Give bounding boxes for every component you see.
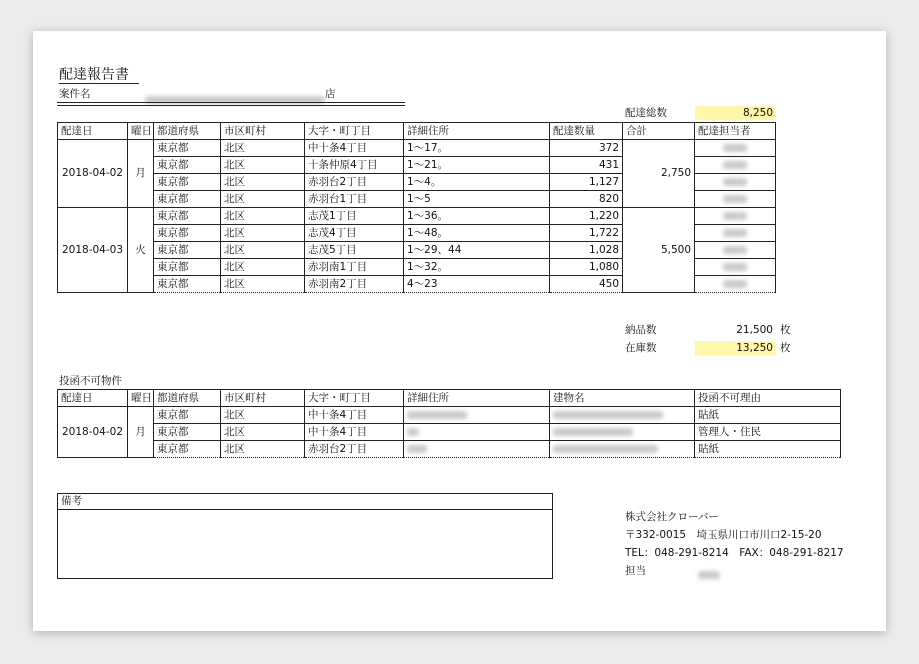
delivery-col-header: 配達数量 (550, 123, 623, 140)
building-name-cell (550, 424, 695, 441)
town-cell: 志茂1丁目 (305, 208, 404, 225)
detail-address-cell (404, 407, 550, 424)
undeliverable-col-header: 曜日 (128, 390, 154, 407)
city-cell: 北区 (221, 208, 305, 225)
town-cell: 赤羽南1丁目 (305, 259, 404, 276)
table-row (58, 140, 776, 157)
title-underline (59, 83, 139, 84)
remarks-box[interactable] (57, 493, 553, 579)
detail-address-cell: 1～21。 (404, 157, 550, 174)
prefecture-cell: 東京都 (154, 242, 221, 259)
delivery-col-header: 配達担当者 (695, 123, 776, 140)
prefecture-cell: 東京都 (154, 259, 221, 276)
prefecture-cell: 東京都 (154, 276, 221, 293)
redacted-text (407, 445, 427, 453)
town-cell: 志茂5丁目 (305, 242, 404, 259)
redacted-text (723, 144, 747, 152)
courier-cell (695, 191, 776, 208)
courier-cell (695, 140, 776, 157)
delivery-table (57, 122, 776, 293)
quantity-cell: 820 (550, 191, 623, 208)
detail-address-cell: 1～48。 (404, 225, 550, 242)
town-cell: 十条仲原4丁目 (305, 157, 404, 174)
group-total: 2,750 (623, 140, 695, 208)
prefecture-cell: 東京都 (154, 225, 221, 242)
undeliverable-col-header: 大字・町丁目 (305, 390, 404, 407)
redacted-text (723, 161, 747, 169)
delivery-weekday: 火 (128, 208, 154, 293)
quantity-cell: 1,127 (550, 174, 623, 191)
company-rep-label: 担当 (625, 565, 646, 577)
delivered-unit: 枚 (780, 324, 791, 336)
project-suffix: 店 (325, 88, 336, 100)
redacted-text (723, 178, 747, 186)
delivery-col-header: 大字・町丁目 (305, 123, 404, 140)
town-cell: 赤羽南2丁目 (305, 276, 404, 293)
redacted-text (407, 411, 467, 419)
town-cell: 赤羽台2丁目 (305, 441, 404, 458)
report-title: 配達報告書 (59, 67, 129, 83)
courier-cell (695, 225, 776, 242)
city-cell: 北区 (221, 174, 305, 191)
city-cell: 北区 (221, 242, 305, 259)
report-sheet (33, 31, 886, 631)
courier-cell (695, 174, 776, 191)
quantity-cell: 1,080 (550, 259, 623, 276)
company-address: 〒332-0015 埼玉県川口市川口2-15-20 (625, 529, 822, 541)
prefecture-cell: 東京都 (154, 157, 221, 174)
delivery-date: 2018-04-03 (58, 208, 128, 293)
quantity-cell: 431 (550, 157, 623, 174)
undeliverable-header-row (58, 390, 841, 407)
undeliverable-date: 2018-04-02 (58, 407, 128, 458)
redacted-text (723, 229, 747, 237)
prefecture-cell: 東京都 (154, 424, 221, 441)
company-name: 株式会社クローバー (625, 511, 719, 523)
delivery-col-header: 都道府県 (154, 123, 221, 140)
detail-address-cell (404, 424, 550, 441)
quantity-cell: 1,722 (550, 225, 623, 242)
detail-address-cell: 1～29、44 (404, 242, 550, 259)
city-cell: 北区 (221, 191, 305, 208)
delivery-col-header: 配達日 (58, 123, 128, 140)
stock-value: 13,250 (695, 341, 775, 355)
table-row (58, 441, 841, 458)
redacted-text (723, 212, 747, 220)
total-label: 配達総数 (625, 107, 667, 119)
prefecture-cell: 東京都 (154, 140, 221, 157)
table-row (58, 407, 841, 424)
redacted-text (723, 246, 747, 254)
detail-address-cell: 1～17。 (404, 140, 550, 157)
building-name-cell (550, 407, 695, 424)
delivery-date: 2018-04-02 (58, 140, 128, 208)
project-label: 案件名 (59, 88, 91, 100)
delivery-header-row (58, 123, 776, 140)
redacted-text (553, 445, 658, 453)
prefecture-cell: 東京都 (154, 174, 221, 191)
prefecture-cell: 東京都 (154, 191, 221, 208)
city-cell: 北区 (221, 259, 305, 276)
quantity-cell: 450 (550, 276, 623, 293)
project-underline-1 (57, 102, 405, 103)
town-cell: 中十条4丁目 (305, 424, 404, 441)
quantity-cell: 1,028 (550, 242, 623, 259)
stock-unit: 枚 (780, 342, 791, 354)
reason-cell: 貼紙 (695, 441, 841, 458)
detail-address-cell: 1～32。 (404, 259, 550, 276)
town-cell: 赤羽台1丁目 (305, 191, 404, 208)
undeliverable-col-header: 配達日 (58, 390, 128, 407)
delivery-col-header: 合計 (623, 123, 695, 140)
city-cell: 北区 (221, 225, 305, 242)
town-cell: 中十条4丁目 (305, 407, 404, 424)
company-rep-redacted (698, 564, 720, 583)
city-cell: 北区 (221, 424, 305, 441)
prefecture-cell: 東京都 (154, 407, 221, 424)
undeliverable-col-header: 建物名 (550, 390, 695, 407)
detail-address-cell: 1～4。 (404, 174, 550, 191)
undeliverable-title: 投函不可物件 (59, 375, 122, 387)
undeliverable-weekday: 月 (128, 407, 154, 458)
redacted-text (407, 428, 419, 436)
reason-cell: 貼紙 (695, 407, 841, 424)
quantity-cell: 372 (550, 140, 623, 157)
prefecture-cell: 東京都 (154, 441, 221, 458)
detail-address-cell (404, 441, 550, 458)
town-cell: 赤羽台2丁目 (305, 174, 404, 191)
redacted-text (723, 195, 747, 203)
city-cell: 北区 (221, 407, 305, 424)
delivery-col-header: 曜日 (128, 123, 154, 140)
delivery-col-header: 市区町村 (221, 123, 305, 140)
delivery-col-header: 詳細住所 (404, 123, 550, 140)
city-cell: 北区 (221, 157, 305, 174)
table-row (58, 208, 776, 225)
total-value: 8,250 (695, 106, 775, 120)
stock-label: 在庫数 (625, 342, 657, 354)
courier-cell (695, 242, 776, 259)
undeliverable-col-header: 投函不可理由 (695, 390, 841, 407)
remarks-label: 備考 (58, 494, 552, 510)
town-cell: 志茂4丁目 (305, 225, 404, 242)
prefecture-cell: 東京都 (154, 208, 221, 225)
courier-cell (695, 157, 776, 174)
undeliverable-col-header: 市区町村 (221, 390, 305, 407)
city-cell: 北区 (221, 441, 305, 458)
delivered-label: 納品数 (625, 324, 657, 336)
city-cell: 北区 (221, 276, 305, 293)
courier-cell (695, 276, 776, 293)
reason-cell: 管理人・住民 (695, 424, 841, 441)
quantity-cell: 1,220 (550, 208, 623, 225)
building-name-cell (550, 441, 695, 458)
undeliverable-col-header: 詳細住所 (404, 390, 550, 407)
redacted-text (553, 428, 633, 436)
detail-address-cell: 4～23 (404, 276, 550, 293)
group-total: 5,500 (623, 208, 695, 293)
courier-cell (695, 208, 776, 225)
delivery-weekday: 月 (128, 140, 154, 208)
courier-cell (695, 259, 776, 276)
company-contact: TEL：048-291-8214 FAX：048-291-8217 (625, 547, 844, 559)
undeliverable-table (57, 389, 841, 458)
city-cell: 北区 (221, 140, 305, 157)
detail-address-cell: 1～36。 (404, 208, 550, 225)
detail-address-cell: 1～5 (404, 191, 550, 208)
town-cell: 中十条4丁目 (305, 140, 404, 157)
project-underline-2 (57, 105, 405, 106)
redacted-text (723, 280, 747, 288)
undeliverable-col-header: 都道府県 (154, 390, 221, 407)
table-row (58, 424, 841, 441)
delivered-value: 21,500 (736, 324, 773, 336)
redacted-text (723, 263, 747, 271)
redacted-text (553, 411, 663, 419)
